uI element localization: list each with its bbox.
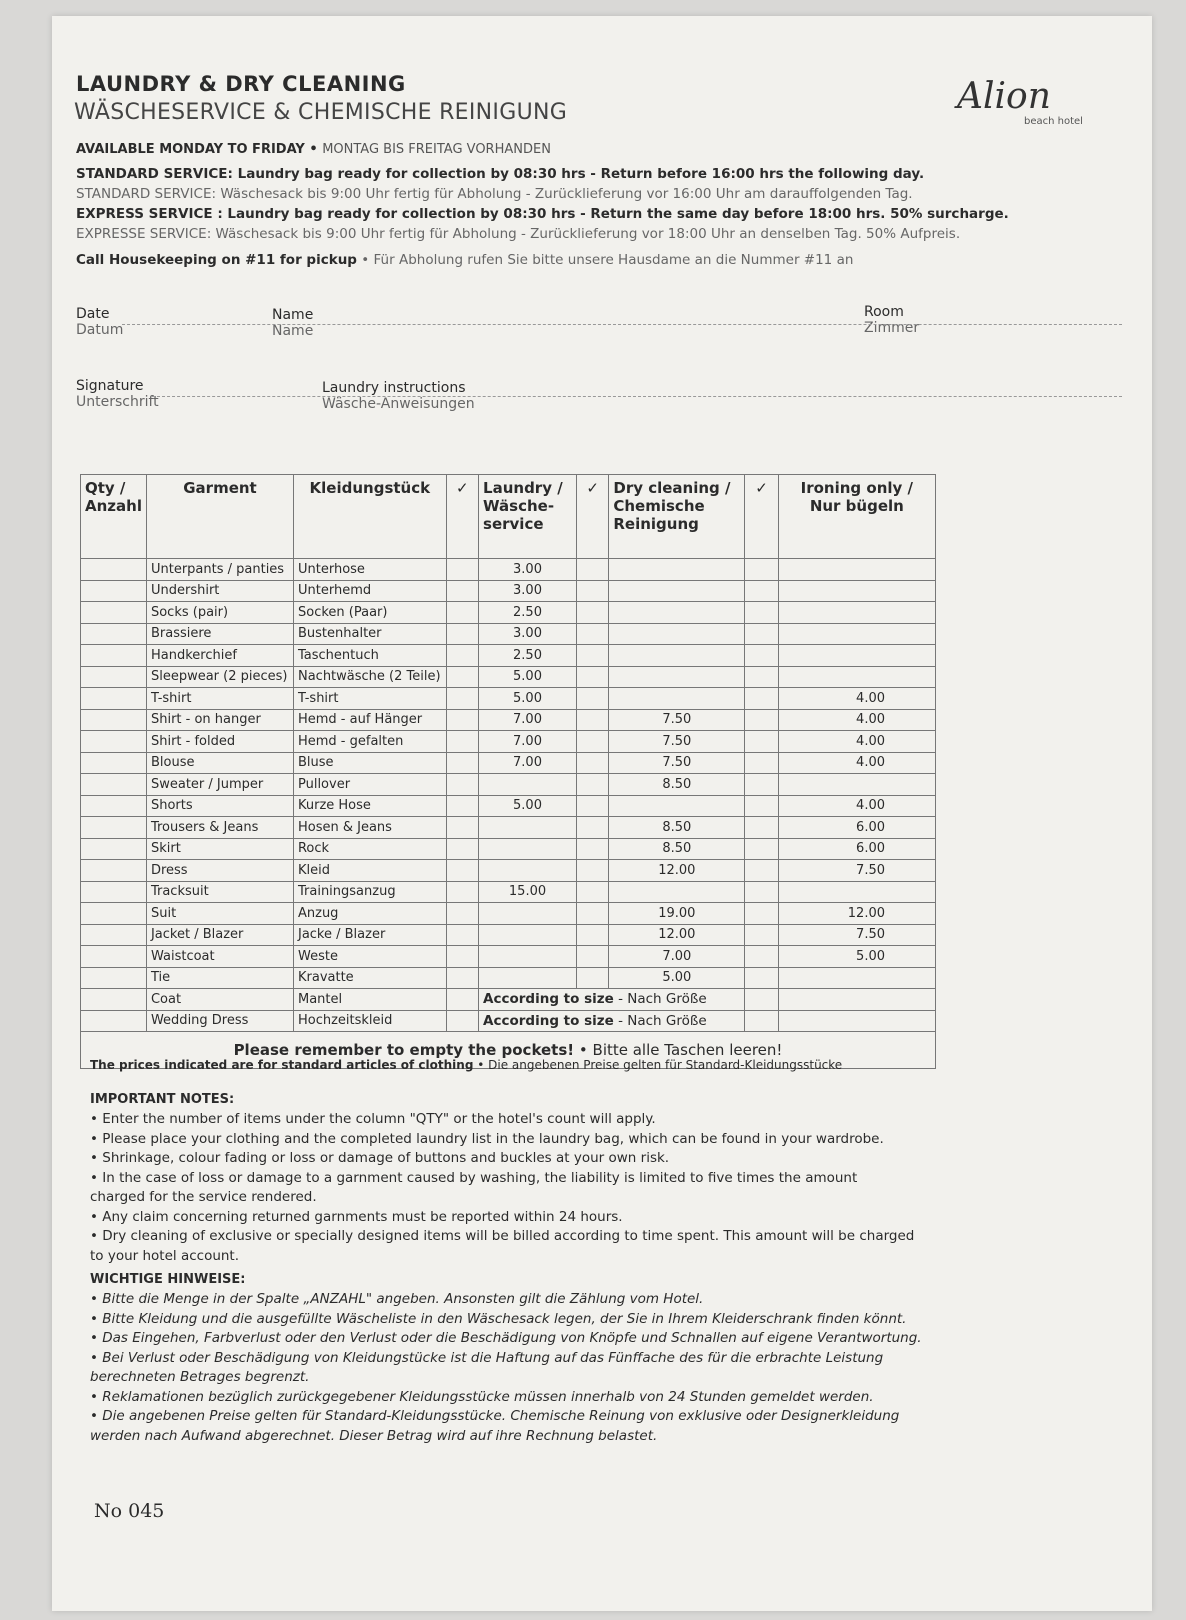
wichtige-hinweise-list: [90, 1290, 922, 1446]
qty-cell[interactable]: [81, 580, 147, 602]
according-to-size-de: - Nach Größe: [618, 991, 707, 1008]
laundry-price: 3.00: [479, 559, 577, 581]
laundry-form-sheet: [52, 16, 1152, 1611]
laundry-price: [479, 946, 577, 968]
according-to-size: According to size: [483, 991, 614, 1008]
laundry-price: 15.00: [479, 881, 577, 903]
according-to-size-de: - Nach Größe: [618, 1012, 707, 1029]
qty-cell[interactable]: [81, 623, 147, 645]
note-item: • Any claim concerning returned garnments must be reported within 24 hours.: [90, 1208, 623, 1225]
signature-instructions-field[interactable]: [152, 396, 1122, 397]
iron-check-cell[interactable]: [745, 602, 778, 624]
table-row: [81, 860, 936, 882]
date-name-room-field[interactable]: [122, 324, 1122, 325]
laundry-check-cell[interactable]: [446, 881, 478, 903]
qty-cell[interactable]: [81, 602, 147, 624]
iron-check-cell[interactable]: [745, 946, 778, 968]
laundry-price: 5.00: [479, 795, 577, 817]
iron-check-cell[interactable]: [745, 860, 778, 882]
dry-cleaning-price: 8.50: [609, 774, 745, 796]
header-qty: Qty / Anzahl: [81, 475, 147, 559]
hotel-logo: Alion: [957, 76, 1051, 117]
iron-check-cell[interactable]: [745, 688, 778, 710]
laundry-check-cell[interactable]: [446, 645, 478, 667]
table-row: [81, 731, 936, 753]
qty-cell[interactable]: [81, 559, 147, 581]
qty-cell[interactable]: [81, 989, 147, 1011]
garment-cell: Shorts: [146, 795, 293, 817]
laundry-check-cell[interactable]: [446, 688, 478, 710]
call-housekeeping: [76, 252, 853, 268]
dry-cleaning-price: [609, 580, 745, 602]
kleidung-cell: Anzug: [293, 903, 446, 925]
garment-cell: Handkerchief: [146, 645, 293, 667]
kleidung-cell: Bustenhalter: [293, 623, 446, 645]
table-row: [81, 946, 936, 968]
header-garment: Garment: [146, 475, 293, 559]
table-row: [81, 752, 936, 774]
table-header-row: [81, 475, 936, 559]
dry-cleaning-price: 8.50: [609, 838, 745, 860]
laundry-check-cell[interactable]: [446, 752, 478, 774]
garment-cell: Suit: [146, 903, 293, 925]
hinweis-item: • Das Eingehen, Farbverlust oder den Verlust oder die Beschädigung von Knöpfe und Schnallen auf eigene Verantwortung.: [90, 1330, 922, 1346]
hinweis-item: werden nach Aufwand abgerechnet. Dieser Betrag wird auf ihre Rechnung belastet.: [90, 1427, 658, 1444]
standard-service-de: STANDARD SERVICE: Wäschesack bis 9:00 Uhr fertig für Abholung - Zurücklieferung vor 16:00 Uhr am darauffolgenden Tag.: [76, 186, 913, 202]
iron-check-cell[interactable]: [745, 580, 778, 602]
kleidung-cell: Socken (Paar): [293, 602, 446, 624]
ironing-price: [778, 623, 935, 645]
important-notes-list: [90, 1110, 914, 1266]
laundry-check-cell[interactable]: [446, 602, 478, 624]
garment-cell: Dress: [146, 860, 293, 882]
dry-check-cell[interactable]: [577, 946, 609, 968]
important-notes-heading: IMPORTANT NOTES:: [90, 1092, 235, 1107]
note-item: charged for the service rendered.: [90, 1189, 317, 1205]
ironing-price: [778, 989, 935, 1011]
laundry-price: 7.00: [479, 752, 577, 774]
garment-cell: T-shirt: [146, 688, 293, 710]
price-table: [80, 474, 936, 1069]
table-row: [81, 1010, 936, 1032]
garment-cell: Undershirt: [146, 580, 293, 602]
ironing-price: 12.00: [778, 903, 935, 925]
according-to-size-cell: [479, 1010, 745, 1032]
table-row: [81, 559, 936, 581]
ironing-price: [778, 1010, 935, 1032]
name-label: Name Name: [272, 307, 314, 339]
qty-cell[interactable]: [81, 688, 147, 710]
laundry-check-cell[interactable]: [446, 924, 478, 946]
ironing-price: 4.00: [778, 709, 935, 731]
ironing-price: [778, 580, 935, 602]
kleidung-cell: Rock: [293, 838, 446, 860]
dry-cleaning-price: 12.00: [609, 860, 745, 882]
iron-check-cell[interactable]: [745, 989, 778, 1011]
dry-check-cell[interactable]: [577, 688, 609, 710]
laundry-check-cell[interactable]: [446, 903, 478, 925]
dry-cleaning-price: 5.00: [609, 967, 745, 989]
garment-cell: Skirt: [146, 838, 293, 860]
table-row: [81, 666, 936, 688]
garment-cell: Coat: [146, 989, 293, 1011]
iron-check-cell[interactable]: [745, 817, 778, 839]
qty-cell[interactable]: [81, 795, 147, 817]
hinweis-item: • Die angebenen Preise gelten für Standard-Kleidungsstücke. Chemische Reinung von exklusive oder Designerkleidung: [90, 1408, 900, 1424]
ironing-price: [778, 881, 935, 903]
laundry-check-cell[interactable]: [446, 1010, 478, 1032]
express-service-en: EXPRESS SERVICE : Laundry bag ready for collection by 08:30 hrs - Return the same day before 18:00 hrs. 50% surcharge.: [76, 206, 1009, 222]
hinweis-item: • Bei Verlust oder Beschädigung von Kleidungstücke ist die Haftung auf das Fünffache des für die erbrachte Leistung: [90, 1349, 884, 1366]
ironing-price: 4.00: [778, 752, 935, 774]
dry-check-cell[interactable]: [577, 602, 609, 624]
note-item: • In the case of loss or damage to a garnment caused by washing, the liability is limited to five times the amount: [90, 1169, 858, 1186]
ironing-price: [778, 774, 935, 796]
kleidung-cell: Hemd - auf Hänger: [293, 709, 446, 731]
ironing-price: 7.50: [778, 924, 935, 946]
ironing-price: 4.00: [778, 688, 935, 710]
instructions-label: Laundry instructions Wäsche-Anweisungen: [322, 380, 475, 412]
qty-cell[interactable]: [81, 860, 147, 882]
iron-check-cell[interactable]: [745, 709, 778, 731]
serial-number: No 045: [94, 1500, 165, 1522]
iron-check-cell[interactable]: [745, 774, 778, 796]
garment-cell: Jacket / Blazer: [146, 924, 293, 946]
table-row: [81, 795, 936, 817]
iron-check-cell[interactable]: [745, 1010, 778, 1032]
kleidung-cell: Kravatte: [293, 967, 446, 989]
signature-label: Signature Unterschrift: [76, 378, 159, 410]
dry-check-cell[interactable]: [577, 709, 609, 731]
table-row: [81, 688, 936, 710]
ironing-price: 6.00: [778, 817, 935, 839]
ironing-price: [778, 967, 935, 989]
dry-check-cell[interactable]: [577, 838, 609, 860]
iron-check-cell[interactable]: [745, 838, 778, 860]
hinweis-item: • Reklamationen bezüglich zurückgegebener Kleidungsstücke müssen innerhalb von 24 Stunden gemeldet werden.: [90, 1388, 874, 1405]
table-row: [81, 989, 936, 1011]
ironing-price: 7.50: [778, 860, 935, 882]
laundry-check-cell[interactable]: [446, 817, 478, 839]
wichtige-hinweise-heading: WICHTIGE HINWEISE:: [90, 1272, 246, 1287]
kleidung-cell: Weste: [293, 946, 446, 968]
laundry-price: 7.00: [479, 709, 577, 731]
dry-cleaning-price: 7.50: [609, 752, 745, 774]
ironing-price: [778, 645, 935, 667]
iron-check-cell[interactable]: [745, 645, 778, 667]
qty-cell[interactable]: [81, 903, 147, 925]
ironing-price: 6.00: [778, 838, 935, 860]
standard-service-en: STANDARD SERVICE: Laundry bag ready for collection by 08:30 hrs - Return before 16:00 hrs the following day.: [76, 166, 925, 182]
dry-check-cell[interactable]: [577, 774, 609, 796]
kleidung-cell: Bluse: [293, 752, 446, 774]
kleidung-cell: Trainingsanzug: [293, 881, 446, 903]
note-item: • Enter the number of items under the column "QTY" or the hotel's count will apply.: [90, 1111, 656, 1127]
laundry-price: 2.50: [479, 645, 577, 667]
iron-check-cell[interactable]: [745, 666, 778, 688]
form-title-de: WÄSCHESERVICE & CHEMISCHE REINIGUNG: [74, 100, 568, 125]
dry-cleaning-price: [609, 602, 745, 624]
kleidung-cell: Pullover: [293, 774, 446, 796]
dry-check-cell[interactable]: [577, 559, 609, 581]
header-check-iron: ✓: [745, 475, 778, 559]
dry-check-cell[interactable]: [577, 731, 609, 753]
dry-check-cell[interactable]: [577, 881, 609, 903]
header-check-dry: ✓: [577, 475, 609, 559]
laundry-check-cell[interactable]: [446, 989, 478, 1011]
laundry-check-cell[interactable]: [446, 666, 478, 688]
ironing-price: [778, 559, 935, 581]
qty-cell[interactable]: [81, 817, 147, 839]
laundry-price: 7.00: [479, 731, 577, 753]
kleidung-cell: Kurze Hose: [293, 795, 446, 817]
iron-check-cell[interactable]: [745, 559, 778, 581]
dry-cleaning-price: [609, 795, 745, 817]
table-row: [81, 774, 936, 796]
kleidung-cell: Nachtwäsche (2 Teile): [293, 666, 446, 688]
laundry-price: 3.00: [479, 580, 577, 602]
kleidung-cell: Hemd - gefalten: [293, 731, 446, 753]
ironing-price: 4.00: [778, 731, 935, 753]
kleidung-cell: Jacke / Blazer: [293, 924, 446, 946]
dry-cleaning-price: [609, 688, 745, 710]
table-row: [81, 817, 936, 839]
note-item: to your hotel account.: [90, 1247, 240, 1264]
garment-cell: Sleepwear (2 pieces): [146, 666, 293, 688]
table-row: [81, 709, 936, 731]
garment-cell: Wedding Dress: [146, 1010, 293, 1032]
laundry-check-cell[interactable]: [446, 946, 478, 968]
laundry-price: 5.00: [479, 666, 577, 688]
according-to-size: According to size: [483, 1012, 614, 1029]
iron-check-cell[interactable]: [745, 903, 778, 925]
garment-cell: Unterpants / panties: [146, 559, 293, 581]
header-dry-cleaning: Dry cleaning / Chemische Reinigung: [609, 475, 745, 559]
laundry-check-cell[interactable]: [446, 731, 478, 753]
dry-cleaning-price: [609, 881, 745, 903]
table-row: [81, 924, 936, 946]
table-row: [81, 580, 936, 602]
dry-check-cell[interactable]: [577, 967, 609, 989]
kleidung-cell: Hosen & Jeans: [293, 817, 446, 839]
laundry-check-cell[interactable]: [446, 838, 478, 860]
garment-cell: Shirt - on hanger: [146, 709, 293, 731]
laundry-check-cell[interactable]: [446, 967, 478, 989]
laundry-check-cell[interactable]: [446, 709, 478, 731]
dry-check-cell[interactable]: [577, 903, 609, 925]
laundry-check-cell[interactable]: [446, 860, 478, 882]
hotel-logo-subtitle: beach hotel: [1024, 116, 1083, 127]
dry-cleaning-price: 12.00: [609, 924, 745, 946]
qty-cell[interactable]: [81, 924, 147, 946]
iron-check-cell[interactable]: [745, 924, 778, 946]
dry-check-cell[interactable]: [577, 666, 609, 688]
laundry-check-cell[interactable]: [446, 559, 478, 581]
dry-check-cell[interactable]: [577, 752, 609, 774]
laundry-price: [479, 817, 577, 839]
qty-cell[interactable]: [81, 881, 147, 903]
garment-cell: Brassiere: [146, 623, 293, 645]
table-row: [81, 903, 936, 925]
table-row: [81, 645, 936, 667]
iron-check-cell[interactable]: [745, 967, 778, 989]
qty-cell[interactable]: [81, 752, 147, 774]
laundry-price: [479, 967, 577, 989]
note-item: • Dry cleaning of exclusive or specially designed items will be billed according to time spent. This amount will be charged: [90, 1228, 915, 1244]
header-laundry: Laundry / Wäsche- service: [479, 475, 577, 559]
garment-cell: Trousers & Jeans: [146, 817, 293, 839]
dry-check-cell[interactable]: [577, 623, 609, 645]
express-service-de: EXPRESSE SERVICE: Wäschesack bis 9:00 Uhr fertig für Abholung - Zurücklieferung vor 18:00 Uhr an denselben Tag. 50% Aufpreis.: [76, 226, 961, 242]
laundry-check-cell[interactable]: [446, 774, 478, 796]
garment-cell: Socks (pair): [146, 602, 293, 624]
iron-check-cell[interactable]: [745, 752, 778, 774]
ironing-price: [778, 666, 935, 688]
laundry-price: [479, 903, 577, 925]
iron-check-cell[interactable]: [745, 731, 778, 753]
header-ironing: Ironing only / Nur bügeln: [778, 475, 935, 559]
dry-cleaning-price: [609, 645, 745, 667]
hinweis-item: • Bitte Kleidung und die ausgefüllte Wäscheliste in den Wäschesack legen, der Sie in Ihrem Kleiderschrank finden könnt.: [90, 1310, 907, 1327]
availability-en: AVAILABLE MONDAY TO FRIDAY: [76, 142, 305, 157]
dry-check-cell[interactable]: [577, 817, 609, 839]
iron-check-cell[interactable]: [745, 623, 778, 645]
note-item: • Please place your clothing and the completed laundry list in the laundry bag, which can be found in your wardrobe.: [90, 1130, 884, 1147]
according-to-size-cell: [479, 989, 745, 1011]
kleidung-cell: T-shirt: [293, 688, 446, 710]
laundry-price: 3.00: [479, 623, 577, 645]
form-title: LAUNDRY & DRY CLEANING: [76, 72, 406, 96]
laundry-price: 5.00: [479, 688, 577, 710]
garment-cell: Tracksuit: [146, 881, 293, 903]
qty-cell[interactable]: [81, 645, 147, 667]
laundry-price: 2.50: [479, 602, 577, 624]
dry-cleaning-price: [609, 623, 745, 645]
garment-cell: Waistcoat: [146, 946, 293, 968]
dry-check-cell[interactable]: [577, 860, 609, 882]
dry-cleaning-price: 7.00: [609, 946, 745, 968]
table-row: [81, 838, 936, 860]
date-label: Date Datum: [76, 306, 124, 338]
ironing-price: 5.00: [778, 946, 935, 968]
laundry-check-cell[interactable]: [446, 580, 478, 602]
kleidung-cell: Hochzeitskleid: [293, 1010, 446, 1032]
room-label: Room Zimmer: [864, 304, 920, 336]
garment-cell: Sweater / Jumper: [146, 774, 293, 796]
prices-note: The prices indicated are for standard articles of clothing • Die angebenen Preise gelten für Standard-Kleidungsstücke: [90, 1058, 843, 1072]
table-row: [81, 967, 936, 989]
call-housekeeping-en: Call Housekeeping on #11 for pickup: [76, 252, 357, 268]
iron-check-cell[interactable]: [745, 795, 778, 817]
laundry-check-cell[interactable]: [446, 795, 478, 817]
dry-cleaning-price: 7.50: [609, 731, 745, 753]
header-check-laundry: ✓: [446, 475, 478, 559]
dry-cleaning-price: 7.50: [609, 709, 745, 731]
availability-separator: •: [309, 142, 318, 157]
kleidung-cell: Unterhemd: [293, 580, 446, 602]
kleidung-cell: Kleid: [293, 860, 446, 882]
table-row: [81, 602, 936, 624]
qty-cell[interactable]: [81, 1010, 147, 1032]
qty-cell[interactable]: [81, 774, 147, 796]
qty-cell[interactable]: [81, 731, 147, 753]
dry-cleaning-price: 8.50: [609, 817, 745, 839]
note-item: • Shrinkage, colour fading or loss or damage of buttons and buckles at your own risk.: [90, 1150, 670, 1166]
kleidung-cell: Mantel: [293, 989, 446, 1011]
ironing-price: [778, 602, 935, 624]
dry-check-cell[interactable]: [577, 580, 609, 602]
garment-cell: Tie: [146, 967, 293, 989]
dry-cleaning-price: 19.00: [609, 903, 745, 925]
availability-de: MONTAG BIS FREITAG VORHANDEN: [322, 142, 551, 157]
table-row: [81, 623, 936, 645]
laundry-check-cell[interactable]: [446, 623, 478, 645]
garment-cell: Shirt - folded: [146, 731, 293, 753]
dry-check-cell[interactable]: [577, 645, 609, 667]
kleidung-cell: Taschentuch: [293, 645, 446, 667]
header-kleidung: Kleidungstück: [293, 475, 446, 559]
dry-cleaning-price: [609, 666, 745, 688]
laundry-price: [479, 924, 577, 946]
pockets-reminder: Please remember to empty the pockets! • Bitte alle Taschen leeren!: [81, 1032, 936, 1069]
qty-cell[interactable]: [81, 946, 147, 968]
laundry-price: [479, 774, 577, 796]
availability-line: [76, 142, 551, 157]
call-housekeeping-de: • Für Abholung rufen Sie bitte unsere Hausdame an die Nummer #11 an: [361, 252, 854, 268]
iron-check-cell[interactable]: [745, 881, 778, 903]
hinweis-item: • Bitte die Menge in der Spalte „ANZAHL" angeben. Ansonsten gilt die Zählung vom Hotel.: [90, 1291, 704, 1307]
laundry-price: [479, 838, 577, 860]
dry-check-cell[interactable]: [577, 924, 609, 946]
kleidung-cell: Unterhose: [293, 559, 446, 581]
qty-cell[interactable]: [81, 838, 147, 860]
dry-cleaning-price: [609, 559, 745, 581]
laundry-price: [479, 860, 577, 882]
qty-cell[interactable]: [81, 967, 147, 989]
garment-cell: Blouse: [146, 752, 293, 774]
qty-cell[interactable]: [81, 709, 147, 731]
hinweis-item: berechneten Betrages begrenzt.: [90, 1369, 310, 1385]
table-row: [81, 881, 936, 903]
qty-cell[interactable]: [81, 666, 147, 688]
ironing-price: 4.00: [778, 795, 935, 817]
dry-check-cell[interactable]: [577, 795, 609, 817]
